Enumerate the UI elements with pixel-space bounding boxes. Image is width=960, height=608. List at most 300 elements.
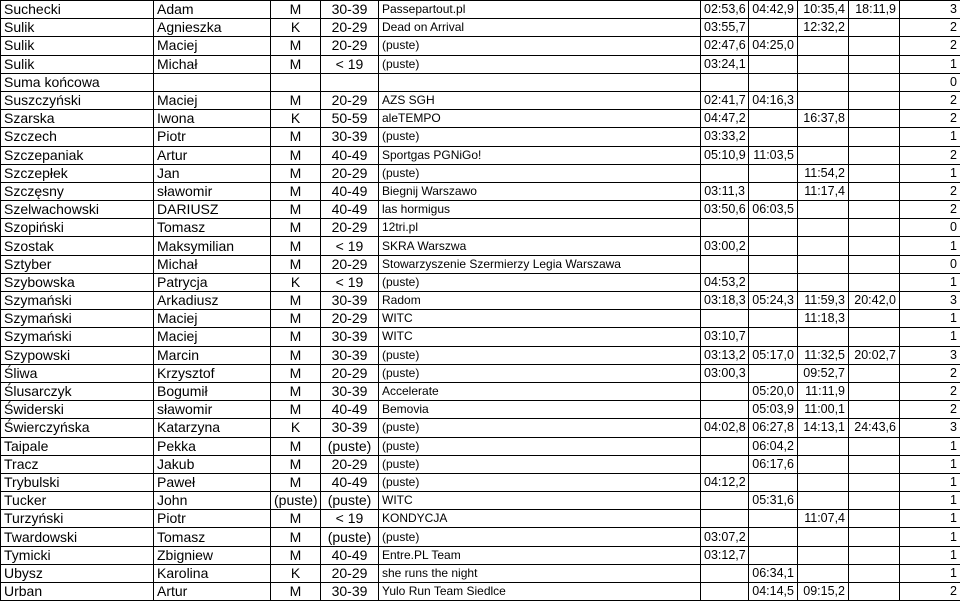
time-3-cell bbox=[798, 255, 849, 273]
time-1-cell bbox=[701, 164, 749, 182]
time-2-cell bbox=[749, 237, 798, 255]
time-4-cell: 20:02,7 bbox=[849, 346, 900, 364]
club-cell: Bemovia bbox=[379, 401, 701, 419]
time-3-cell bbox=[798, 55, 849, 73]
surname-cell: Ślusarczyk bbox=[1, 382, 154, 400]
surname-cell: Szopiński bbox=[1, 219, 154, 237]
sex-cell: K bbox=[271, 110, 321, 128]
first-name-cell: Maciej bbox=[154, 328, 271, 346]
club-cell: (puste) bbox=[379, 164, 701, 182]
age-group-cell: < 19 bbox=[321, 237, 379, 255]
count-cell: 2 bbox=[900, 382, 960, 400]
first-name-cell: Artur bbox=[154, 583, 271, 601]
table-row bbox=[1, 328, 960, 346]
time-2-cell: 04:25,0 bbox=[749, 37, 798, 55]
time-2-cell bbox=[749, 528, 798, 546]
surname-cell: Szymański bbox=[1, 292, 154, 310]
table-row bbox=[1, 128, 960, 146]
age-group-cell: 30-39 bbox=[321, 328, 379, 346]
count-cell: 2 bbox=[900, 37, 960, 55]
first-name-cell: Paweł bbox=[154, 473, 271, 491]
time-1-cell bbox=[701, 401, 749, 419]
time-1-cell: 03:11,3 bbox=[701, 182, 749, 200]
club-cell: Biegnij Warszawo bbox=[379, 182, 701, 200]
time-4-cell: 20:42,0 bbox=[849, 292, 900, 310]
surname-cell: Szczęsny bbox=[1, 182, 154, 200]
surname-cell: Suma końcowa bbox=[1, 73, 154, 91]
table-row bbox=[1, 182, 960, 200]
surname-cell: Sulik bbox=[1, 37, 154, 55]
time-3-cell bbox=[798, 455, 849, 473]
time-1-cell: 02:53,6 bbox=[701, 1, 749, 19]
sex-cell: M bbox=[271, 364, 321, 382]
club-cell: Yulo Run Team Siedlce bbox=[379, 583, 701, 601]
time-3-cell bbox=[798, 546, 849, 564]
first-name-cell: sławomir bbox=[154, 401, 271, 419]
time-4-cell bbox=[849, 219, 900, 237]
time-4-cell bbox=[849, 110, 900, 128]
time-1-cell: 03:24,1 bbox=[701, 55, 749, 73]
first-name-cell: Arkadiusz bbox=[154, 292, 271, 310]
age-group-cell: 20-29 bbox=[321, 19, 379, 37]
sex-cell: M bbox=[271, 382, 321, 400]
surname-cell: Turzyński bbox=[1, 510, 154, 528]
sex-cell bbox=[271, 73, 321, 91]
table-row bbox=[1, 528, 960, 546]
time-3-cell bbox=[798, 73, 849, 91]
count-cell: 2 bbox=[900, 110, 960, 128]
time-4-cell bbox=[849, 401, 900, 419]
table-row bbox=[1, 419, 960, 437]
club-cell: Entre.PL Team bbox=[379, 546, 701, 564]
age-group-cell: 20-29 bbox=[321, 164, 379, 182]
time-4-cell bbox=[849, 564, 900, 582]
table-row bbox=[1, 401, 960, 419]
time-2-cell: 06:34,1 bbox=[749, 564, 798, 582]
sex-cell: M bbox=[271, 164, 321, 182]
age-group-cell: (puste) bbox=[321, 492, 379, 510]
table-row bbox=[1, 382, 960, 400]
results-table-body bbox=[1, 1, 960, 601]
time-4-cell bbox=[849, 128, 900, 146]
table-row bbox=[1, 455, 960, 473]
time-1-cell: 03:10,7 bbox=[701, 328, 749, 346]
age-group-cell: 20-29 bbox=[321, 219, 379, 237]
count-cell: 2 bbox=[900, 401, 960, 419]
age-group-cell: 20-29 bbox=[321, 255, 379, 273]
time-4-cell bbox=[849, 91, 900, 109]
club-cell: (puste) bbox=[379, 528, 701, 546]
sex-cell: M bbox=[271, 310, 321, 328]
time-2-cell: 05:03,9 bbox=[749, 401, 798, 419]
sex-cell: M bbox=[271, 91, 321, 109]
time-4-cell bbox=[849, 528, 900, 546]
sex-cell: M bbox=[271, 346, 321, 364]
count-cell: 3 bbox=[900, 1, 960, 19]
table-row bbox=[1, 164, 960, 182]
time-1-cell: 03:13,2 bbox=[701, 346, 749, 364]
time-3-cell bbox=[798, 91, 849, 109]
age-group-cell: 30-39 bbox=[321, 583, 379, 601]
surname-cell: Sztyber bbox=[1, 255, 154, 273]
first-name-cell: DARIUSZ bbox=[154, 201, 271, 219]
club-cell bbox=[379, 73, 701, 91]
age-group-cell: 40-49 bbox=[321, 401, 379, 419]
time-2-cell bbox=[749, 110, 798, 128]
time-3-cell: 11:17,4 bbox=[798, 182, 849, 200]
surname-cell: Szelwachowski bbox=[1, 201, 154, 219]
table-row bbox=[1, 110, 960, 128]
count-cell: 1 bbox=[900, 564, 960, 582]
count-cell: 2 bbox=[900, 91, 960, 109]
count-cell: 1 bbox=[900, 273, 960, 291]
time-2-cell: 04:16,3 bbox=[749, 91, 798, 109]
age-group-cell: 20-29 bbox=[321, 310, 379, 328]
time-1-cell bbox=[701, 437, 749, 455]
time-4-cell bbox=[849, 328, 900, 346]
surname-cell: Szostak bbox=[1, 237, 154, 255]
club-cell: Passepartout.pl bbox=[379, 1, 701, 19]
club-cell: (puste) bbox=[379, 128, 701, 146]
time-1-cell: 03:55,7 bbox=[701, 19, 749, 37]
time-3-cell bbox=[798, 37, 849, 55]
first-name-cell: Tomasz bbox=[154, 528, 271, 546]
first-name-cell: Adam bbox=[154, 1, 271, 19]
table-row bbox=[1, 255, 960, 273]
time-1-cell: 02:47,6 bbox=[701, 37, 749, 55]
time-2-cell: 06:04,2 bbox=[749, 437, 798, 455]
first-name-cell: Artur bbox=[154, 146, 271, 164]
surname-cell: Trybulski bbox=[1, 473, 154, 491]
table-row bbox=[1, 510, 960, 528]
time-3-cell bbox=[798, 492, 849, 510]
sex-cell: M bbox=[271, 473, 321, 491]
sex-cell: M bbox=[271, 437, 321, 455]
surname-cell: Świderski bbox=[1, 401, 154, 419]
time-4-cell bbox=[849, 310, 900, 328]
time-3-cell: 11:00,1 bbox=[798, 401, 849, 419]
table-row bbox=[1, 73, 960, 91]
age-group-cell: 40-49 bbox=[321, 201, 379, 219]
club-cell: WITC bbox=[379, 328, 701, 346]
table-row bbox=[1, 492, 960, 510]
count-cell: 1 bbox=[900, 473, 960, 491]
time-2-cell bbox=[749, 182, 798, 200]
time-3-cell bbox=[798, 201, 849, 219]
age-group-cell: 20-29 bbox=[321, 455, 379, 473]
time-4-cell bbox=[849, 510, 900, 528]
first-name-cell: Michał bbox=[154, 55, 271, 73]
time-4-cell bbox=[849, 55, 900, 73]
time-4-cell bbox=[849, 19, 900, 37]
age-group-cell: 40-49 bbox=[321, 546, 379, 564]
first-name-cell: Karolina bbox=[154, 564, 271, 582]
first-name-cell: Maksymilian bbox=[154, 237, 271, 255]
first-name-cell: Agnieszka bbox=[154, 19, 271, 37]
surname-cell: Szybowska bbox=[1, 273, 154, 291]
time-2-cell bbox=[749, 310, 798, 328]
age-group-cell: 20-29 bbox=[321, 564, 379, 582]
age-group-cell: 30-39 bbox=[321, 1, 379, 19]
time-1-cell bbox=[701, 564, 749, 582]
time-4-cell: 24:43,6 bbox=[849, 419, 900, 437]
club-cell: (puste) bbox=[379, 37, 701, 55]
sex-cell: M bbox=[271, 128, 321, 146]
time-4-cell bbox=[849, 455, 900, 473]
sex-cell: M bbox=[271, 401, 321, 419]
surname-cell: Szypowski bbox=[1, 346, 154, 364]
time-1-cell: 03:07,2 bbox=[701, 528, 749, 546]
table-row bbox=[1, 583, 960, 601]
first-name-cell: Bogumił bbox=[154, 382, 271, 400]
time-3-cell bbox=[798, 328, 849, 346]
surname-cell: Suszczyński bbox=[1, 91, 154, 109]
sex-cell: M bbox=[271, 528, 321, 546]
sex-cell: M bbox=[271, 1, 321, 19]
surname-cell: Taipale bbox=[1, 437, 154, 455]
surname-cell: Szczepłek bbox=[1, 164, 154, 182]
time-2-cell: 05:31,6 bbox=[749, 492, 798, 510]
age-group-cell: 40-49 bbox=[321, 182, 379, 200]
age-group-cell: 30-39 bbox=[321, 292, 379, 310]
table-row bbox=[1, 237, 960, 255]
club-cell: Dead on Arrival bbox=[379, 19, 701, 37]
count-cell: 2 bbox=[900, 583, 960, 601]
club-cell: WITC bbox=[379, 310, 701, 328]
table-row bbox=[1, 546, 960, 564]
time-3-cell bbox=[798, 473, 849, 491]
time-1-cell bbox=[701, 382, 749, 400]
club-cell: AZS SGH bbox=[379, 91, 701, 109]
time-3-cell bbox=[798, 146, 849, 164]
time-2-cell: 04:14,5 bbox=[749, 583, 798, 601]
time-4-cell bbox=[849, 37, 900, 55]
table-row bbox=[1, 564, 960, 582]
club-cell: (puste) bbox=[379, 55, 701, 73]
first-name-cell bbox=[154, 73, 271, 91]
time-1-cell: 02:41,7 bbox=[701, 91, 749, 109]
table-row bbox=[1, 91, 960, 109]
table-row bbox=[1, 437, 960, 455]
time-1-cell bbox=[701, 219, 749, 237]
time-4-cell bbox=[849, 492, 900, 510]
time-4-cell bbox=[849, 583, 900, 601]
table-row bbox=[1, 346, 960, 364]
age-group-cell: 50-59 bbox=[321, 110, 379, 128]
first-name-cell: Patrycja bbox=[154, 273, 271, 291]
count-cell: 1 bbox=[900, 528, 960, 546]
time-4-cell bbox=[849, 73, 900, 91]
surname-cell: Tracz bbox=[1, 455, 154, 473]
time-3-cell bbox=[798, 237, 849, 255]
first-name-cell: Piotr bbox=[154, 128, 271, 146]
time-3-cell: 11:18,3 bbox=[798, 310, 849, 328]
time-3-cell bbox=[798, 528, 849, 546]
time-2-cell bbox=[749, 364, 798, 382]
time-1-cell: 04:47,2 bbox=[701, 110, 749, 128]
time-3-cell bbox=[798, 564, 849, 582]
sex-cell: M bbox=[271, 201, 321, 219]
club-cell: las hormigus bbox=[379, 201, 701, 219]
table-row bbox=[1, 292, 960, 310]
time-3-cell: 11:07,4 bbox=[798, 510, 849, 528]
club-cell: KONDYCJA bbox=[379, 510, 701, 528]
club-cell: Accelerate bbox=[379, 382, 701, 400]
first-name-cell: Krzysztof bbox=[154, 364, 271, 382]
time-2-cell: 04:42,9 bbox=[749, 1, 798, 19]
first-name-cell: Zbigniew bbox=[154, 546, 271, 564]
club-cell: Radom bbox=[379, 292, 701, 310]
age-group-cell: 40-49 bbox=[321, 473, 379, 491]
age-group-cell: < 19 bbox=[321, 273, 379, 291]
age-group-cell: 30-39 bbox=[321, 419, 379, 437]
sex-cell: M bbox=[271, 146, 321, 164]
club-cell: SKRA Warszwa bbox=[379, 237, 701, 255]
time-3-cell: 09:52,7 bbox=[798, 364, 849, 382]
time-1-cell: 03:12,7 bbox=[701, 546, 749, 564]
surname-cell: Tucker bbox=[1, 492, 154, 510]
count-cell: 1 bbox=[900, 437, 960, 455]
sex-cell: (puste) bbox=[271, 492, 321, 510]
sex-cell: M bbox=[271, 219, 321, 237]
club-cell: WITC bbox=[379, 492, 701, 510]
time-1-cell: 03:33,2 bbox=[701, 128, 749, 146]
time-3-cell: 11:54,2 bbox=[798, 164, 849, 182]
time-4-cell bbox=[849, 237, 900, 255]
time-4-cell bbox=[849, 437, 900, 455]
surname-cell: Sulik bbox=[1, 55, 154, 73]
sex-cell: M bbox=[271, 182, 321, 200]
surname-cell: Ubysz bbox=[1, 564, 154, 582]
club-cell: (puste) bbox=[379, 419, 701, 437]
time-4-cell bbox=[849, 146, 900, 164]
first-name-cell: Maciej bbox=[154, 37, 271, 55]
table-row bbox=[1, 1, 960, 19]
sex-cell: M bbox=[271, 546, 321, 564]
time-2-cell: 05:20,0 bbox=[749, 382, 798, 400]
time-4-cell bbox=[849, 182, 900, 200]
time-4-cell bbox=[849, 382, 900, 400]
time-4-cell bbox=[849, 546, 900, 564]
time-2-cell bbox=[749, 19, 798, 37]
time-2-cell bbox=[749, 510, 798, 528]
surname-cell: Szczepaniak bbox=[1, 146, 154, 164]
time-2-cell bbox=[749, 219, 798, 237]
age-group-cell: 40-49 bbox=[321, 146, 379, 164]
table-row bbox=[1, 219, 960, 237]
table-row bbox=[1, 364, 960, 382]
age-group-cell: 30-39 bbox=[321, 382, 379, 400]
time-1-cell: 04:12,2 bbox=[701, 473, 749, 491]
club-cell: aleTEMPO bbox=[379, 110, 701, 128]
surname-cell: Szymański bbox=[1, 310, 154, 328]
table-row bbox=[1, 273, 960, 291]
club-cell: (puste) bbox=[379, 473, 701, 491]
time-2-cell bbox=[749, 55, 798, 73]
count-cell: 0 bbox=[900, 255, 960, 273]
count-cell: 1 bbox=[900, 328, 960, 346]
count-cell: 1 bbox=[900, 310, 960, 328]
time-3-cell bbox=[798, 273, 849, 291]
time-4-cell bbox=[849, 273, 900, 291]
time-2-cell bbox=[749, 473, 798, 491]
time-1-cell bbox=[701, 310, 749, 328]
time-3-cell bbox=[798, 219, 849, 237]
time-4-cell bbox=[849, 164, 900, 182]
age-group-cell: 30-39 bbox=[321, 128, 379, 146]
table-row bbox=[1, 146, 960, 164]
sex-cell: M bbox=[271, 583, 321, 601]
time-2-cell bbox=[749, 128, 798, 146]
count-cell: 1 bbox=[900, 492, 960, 510]
count-cell: 0 bbox=[900, 73, 960, 91]
age-group-cell: < 19 bbox=[321, 55, 379, 73]
first-name-cell: sławomir bbox=[154, 182, 271, 200]
age-group-cell: 20-29 bbox=[321, 91, 379, 109]
time-4-cell bbox=[849, 201, 900, 219]
time-1-cell bbox=[701, 255, 749, 273]
time-1-cell: 03:00,3 bbox=[701, 364, 749, 382]
time-2-cell bbox=[749, 73, 798, 91]
first-name-cell: Tomasz bbox=[154, 219, 271, 237]
sex-cell: M bbox=[271, 328, 321, 346]
time-1-cell bbox=[701, 492, 749, 510]
age-group-cell: < 19 bbox=[321, 510, 379, 528]
time-3-cell: 16:37,8 bbox=[798, 110, 849, 128]
count-cell: 1 bbox=[900, 237, 960, 255]
count-cell: 1 bbox=[900, 55, 960, 73]
time-2-cell: 05:17,0 bbox=[749, 346, 798, 364]
time-1-cell: 05:10,9 bbox=[701, 146, 749, 164]
club-cell: (puste) bbox=[379, 437, 701, 455]
first-name-cell: Jan bbox=[154, 164, 271, 182]
first-name-cell: Maciej bbox=[154, 310, 271, 328]
table-row bbox=[1, 473, 960, 491]
club-cell: (puste) bbox=[379, 364, 701, 382]
first-name-cell: Pekka bbox=[154, 437, 271, 455]
age-group-cell: 20-29 bbox=[321, 364, 379, 382]
time-1-cell bbox=[701, 583, 749, 601]
time-2-cell bbox=[749, 273, 798, 291]
age-group-cell: (puste) bbox=[321, 528, 379, 546]
time-2-cell: 06:17,6 bbox=[749, 455, 798, 473]
time-1-cell: 03:18,3 bbox=[701, 292, 749, 310]
time-1-cell bbox=[701, 455, 749, 473]
sex-cell: K bbox=[271, 273, 321, 291]
sex-cell: M bbox=[271, 455, 321, 473]
time-3-cell bbox=[798, 437, 849, 455]
sex-cell: M bbox=[271, 510, 321, 528]
sex-cell: M bbox=[271, 237, 321, 255]
first-name-cell: Maciej bbox=[154, 91, 271, 109]
club-cell: (puste) bbox=[379, 346, 701, 364]
count-cell: 3 bbox=[900, 292, 960, 310]
sex-cell: M bbox=[271, 255, 321, 273]
first-name-cell: Piotr bbox=[154, 510, 271, 528]
sex-cell: M bbox=[271, 292, 321, 310]
time-3-cell: 14:13,1 bbox=[798, 419, 849, 437]
sex-cell: M bbox=[271, 37, 321, 55]
time-1-cell bbox=[701, 510, 749, 528]
club-cell: Sportgas PGNiGo! bbox=[379, 146, 701, 164]
time-4-cell bbox=[849, 255, 900, 273]
time-1-cell: 04:53,2 bbox=[701, 273, 749, 291]
count-cell: 3 bbox=[900, 346, 960, 364]
club-cell: (puste) bbox=[379, 273, 701, 291]
first-name-cell: Katarzyna bbox=[154, 419, 271, 437]
club-cell: 12tri.pl bbox=[379, 219, 701, 237]
age-group-cell: (puste) bbox=[321, 437, 379, 455]
